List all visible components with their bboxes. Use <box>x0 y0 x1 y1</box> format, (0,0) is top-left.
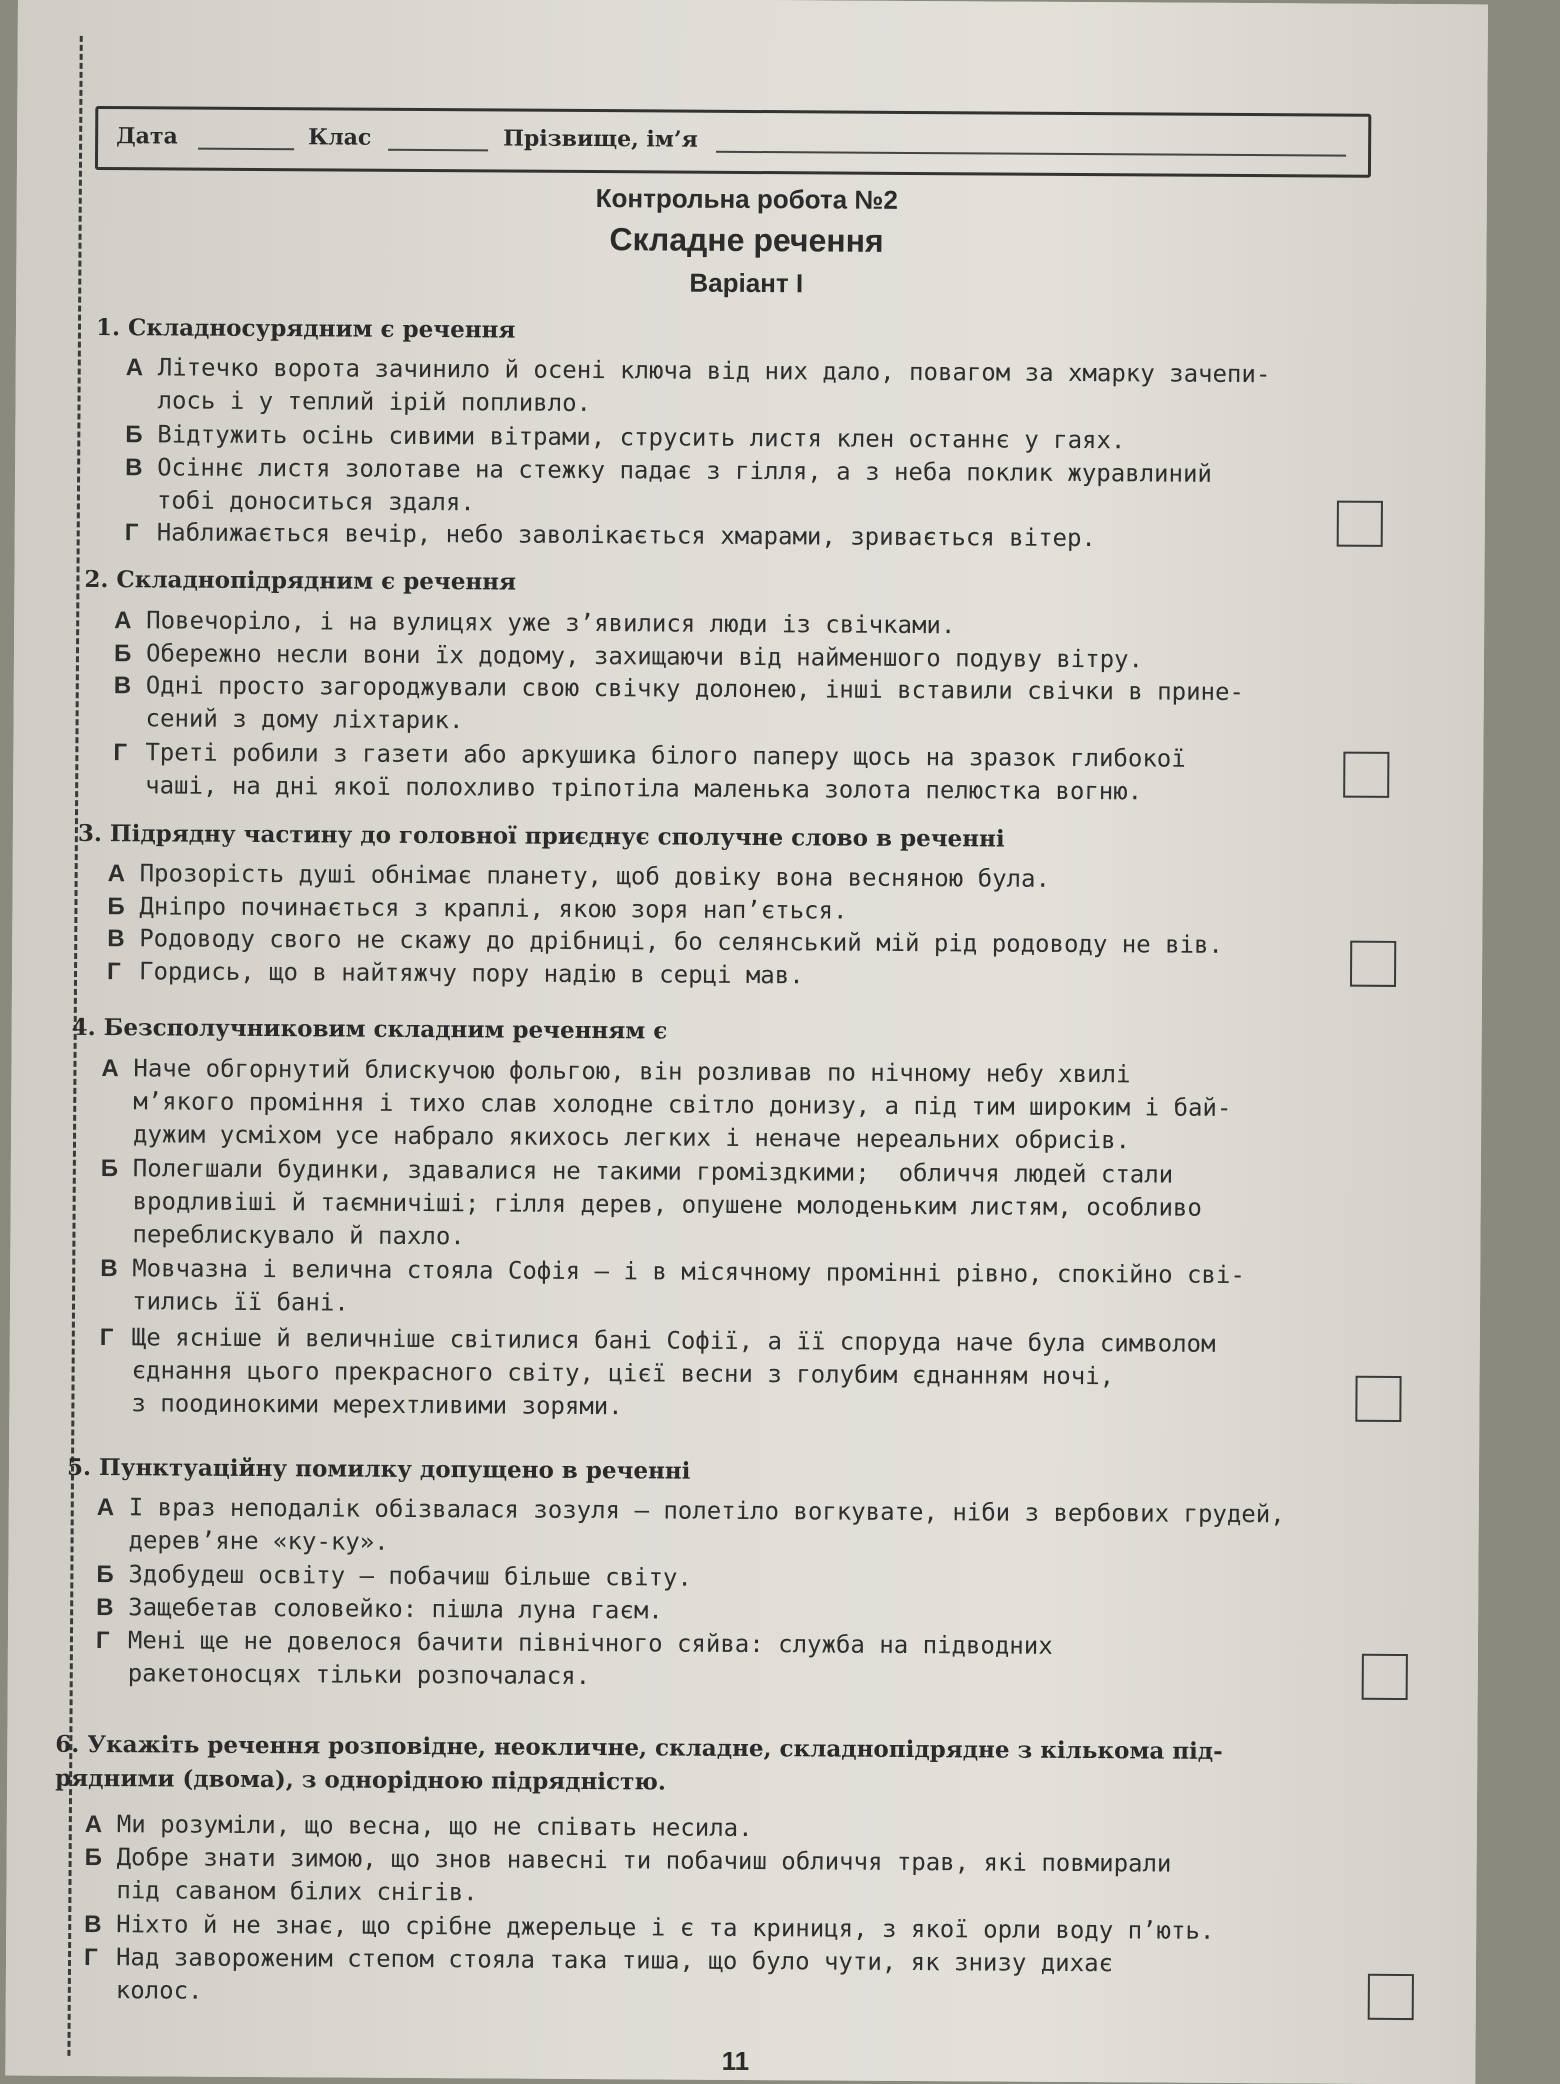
question-1-option-1 <box>125 351 1270 424</box>
option-line: Наче обгорнутий блискучою фольгою, він розливав по нічному небу хвилі <box>133 1054 1130 1088</box>
answer-box-4[interactable] <box>1355 1376 1401 1422</box>
option-line: дужим усміхом усе набрало якихось легких і неначе нереальних обрисів. <box>133 1120 1130 1154</box>
option-letter: В <box>96 1591 128 1624</box>
question-4-text: 4. Безсполучниковим складним реченням є <box>72 1014 668 1045</box>
answer-box-3[interactable] <box>1350 941 1396 987</box>
option-letter: А <box>126 351 158 384</box>
option-letter: Г <box>96 1624 128 1657</box>
option-line: переблискувало й пахло. <box>132 1220 465 1250</box>
option-line: м’якого проміння і тихо слав холодне світло донизу, а під тим широким і бай- <box>133 1087 1231 1122</box>
option-line: Мовчазна і велична стояла Софія – і в місячному промінні рівно, спокійно сві- <box>132 1254 1245 1289</box>
option-line: Осіннє листя золотаве на стежку падає з гілля, а з неба поклик журавлиний <box>157 453 1212 487</box>
option-letter: А <box>97 1491 129 1524</box>
option-letter: Б <box>125 418 157 451</box>
option-line: Ще ясніше й величніше світилися бані Софії, а її споруда наче була символом <box>132 1323 1216 1358</box>
question-5-option-4 <box>96 1624 1053 1696</box>
option-line: Літечко ворота зачинило й осені ключа від них дало, повагом за хмарку зачепи- <box>158 353 1271 388</box>
question-3-text: 3. Підрядну частину до головної приєднує сполучне слово в реченні <box>78 820 1005 853</box>
answer-box-5[interactable] <box>1362 1654 1408 1700</box>
name-label: Прізвище, ім’я <box>503 125 698 152</box>
option-letter: А <box>85 1808 117 1841</box>
question-5-text: 5. Пунктуаційну помилку допущено в реченні <box>67 1454 691 1485</box>
test-sheet <box>5 0 1488 2084</box>
question-2-text: 2. Складнопідрядним є речення <box>84 566 516 596</box>
option-letter: А <box>101 1052 133 1085</box>
option-line: Добре знати зимою, що знов навесні ти побачиш обличчя трав, які повмирали <box>117 1843 1172 1877</box>
option-letter: В <box>84 1908 116 1941</box>
question-1-option-3 <box>125 451 1212 524</box>
option-line: Защебетав соловейко: пішла луна гаєм. <box>128 1593 663 1624</box>
option-line: лось і у теплий ірій попливло. <box>157 386 591 417</box>
option-line: Повечоріло, і на вулицях уже з’явилися люди із свічками. <box>146 606 955 639</box>
option-letter: Б <box>107 890 139 923</box>
option-line: дерев’яне «ку-ку». <box>128 1526 388 1556</box>
option-letter: В <box>125 451 157 484</box>
question-5-option-1 <box>96 1491 1284 1564</box>
option-letter: Б <box>114 637 146 670</box>
student-info-box <box>95 106 1371 178</box>
question-2-option-3 <box>113 669 1244 742</box>
answer-box-1[interactable] <box>1337 501 1383 547</box>
class-label: Клас <box>308 124 371 150</box>
page-number: 11 <box>5 2041 1465 2081</box>
question-2-option-1 <box>114 604 955 642</box>
question-6-option-4 <box>84 1941 1113 2013</box>
option-line: тобі доноситься здаля. <box>157 486 475 516</box>
question-6-text: 6. Укажіть речення розповідне, неокличне, складне, складнопідрядне з кількома під- <box>55 1731 1223 1765</box>
option-letter: В <box>107 922 139 955</box>
question-6-option-1 <box>85 1808 753 1845</box>
question-1-text: 1. Складносурядним є речення <box>96 314 516 344</box>
option-line: Прозорість душі обнімає планету, щоб довіку вона весняною була. <box>140 859 1050 893</box>
question-3-option-4 <box>107 955 804 992</box>
option-line: Родоводу свого не скажу до дрібниці, бо селянський мій рід родоводу не вів. <box>139 924 1223 959</box>
question-2-option-4 <box>113 736 1186 809</box>
option-line: ракетоносцях тільки розпочалася. <box>128 1659 591 1690</box>
question-6-text: рядними (двома), з однорідною підрядністю. <box>55 1765 666 1796</box>
option-letter: А <box>108 857 140 890</box>
option-line: Ми розуміли, що весна, що не співать несила. <box>117 1810 753 1842</box>
question-4-option-3 <box>100 1252 1245 1325</box>
option-letter: А <box>114 604 146 637</box>
option-letter: Б <box>85 1841 117 1874</box>
option-line: Ніхто й не знає, що срібне джерельце і є та криниця, з якої орли воду п’ють. <box>116 1910 1214 1945</box>
option-letter: Б <box>101 1152 133 1185</box>
option-line: з поодинокими мерехтливими зорями. <box>131 1389 622 1420</box>
option-letter: Б <box>96 1558 128 1591</box>
variant-title: Варіант І <box>16 264 1476 304</box>
option-line: Гордись, що в найтяжчу пору надію в серці мав. <box>139 957 804 989</box>
option-letter: Г <box>113 736 145 769</box>
answer-box-6[interactable] <box>1368 1974 1414 2020</box>
option-line: Дніпро починається з краплі, якою зоря нап’ється. <box>139 892 847 924</box>
option-line: під саваном білих снігів. <box>116 1876 477 1906</box>
question-4-option-1 <box>101 1052 1232 1158</box>
class-line[interactable] <box>388 149 488 152</box>
option-letter: В <box>114 669 146 702</box>
option-line: вродливіші й таємничіші; гілля дерев, опушене молоденьким листям, особливо <box>133 1187 1202 1222</box>
question-4-option-4 <box>99 1321 1215 1427</box>
option-letter: Г <box>100 1321 132 1354</box>
question-4-option-2 <box>100 1152 1202 1258</box>
question-1-option-4 <box>125 516 1096 555</box>
option-line: Мені ще не довелося бачити північного сяйва: служба на підводних <box>128 1626 1053 1660</box>
option-line: Наближається вечір, небо заволікається хмарами, зривається вітер. <box>157 518 1096 552</box>
option-line: Треті робили з газети або аркушика білого паперу щось на зразок глибокої <box>145 738 1185 772</box>
option-letter: Г <box>125 516 157 549</box>
topic-title: Складне речення <box>16 218 1476 264</box>
option-letter: Г <box>84 1941 116 1974</box>
questions-list <box>18 0 1488 4</box>
option-line: Відтужить осінь сивими вітрами, струсить листя клен останнє у гаях. <box>157 420 1125 454</box>
option-line: І враз неподалік обізвалася зозуля – полетіло вогкувате, ніби з вербових грудей, <box>129 1493 1285 1528</box>
option-line: чаші, на дні якої полохливо тріпотіла маленька золота пелюстка вогню. <box>145 771 1142 805</box>
answer-box-2[interactable] <box>1343 752 1389 798</box>
option-line: сений з дому ліхтарик. <box>146 704 464 734</box>
option-line: Одні просто загороджували свою свічку долонею, інші вставили свічки в прине- <box>146 671 1244 706</box>
work-title: Контрольна робота №2 <box>17 180 1477 220</box>
question-5-option-3 <box>96 1591 663 1627</box>
option-line: єднання цього прекрасного світу, цієї весни з голубим єднанням ночі, <box>132 1356 1115 1390</box>
option-line: Обережно несли вони їх додому, захищаючи від найменшого подуву вітру. <box>146 639 1143 673</box>
question-5-option-2 <box>96 1558 692 1595</box>
option-letter: Г <box>107 955 139 988</box>
option-line: Над завороженим степом стояла така тиша, що було чути, як знизу дихає <box>116 1943 1113 1977</box>
name-line[interactable] <box>716 151 1346 157</box>
option-line: Здобудеш освіту – побачиш більше світу. <box>128 1560 692 1591</box>
date-label: Дата <box>116 123 178 149</box>
option-line: тились її бані. <box>132 1287 349 1316</box>
question-6-option-2 <box>84 1841 1171 1914</box>
option-letter: В <box>100 1252 132 1285</box>
option-line: колос. <box>116 1976 203 2005</box>
date-line[interactable] <box>198 148 294 151</box>
option-line: Полегшали будинки, здавалися не такими громіздкими; обличчя людей стали <box>133 1154 1173 1188</box>
